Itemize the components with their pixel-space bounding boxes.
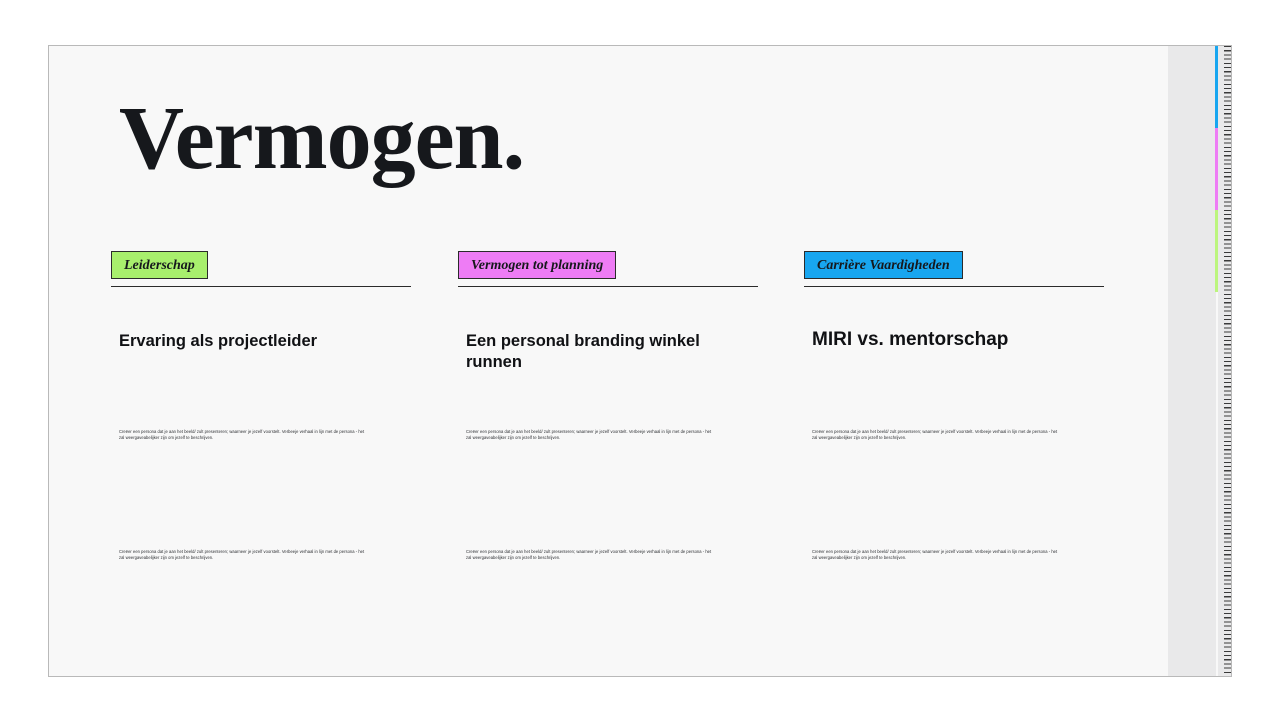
column-3-tag-row — [804, 251, 1104, 281]
column-1-paragraph-2[interactable]: Creëer een persona dat je aan het beeld/ zult presenteren; waarneer je jezelf voorstelt. Verbeeje verhaal in lijn met de persona - het zal weergaveabelijker zijn om jezelf te beschrijven. — [119, 549, 365, 561]
content-column-3 — [804, 251, 1104, 561]
column-1-rule — [111, 286, 411, 287]
column-2-tag-row — [458, 251, 758, 281]
column-2-paragraph-2[interactable]: Creëer een persona dat je aan het beeld/ zult presenteren; waarneer je jezelf voorstelt. Verbeeje verhaal in lijn met de persona - het zal weergaveabelijker zijn om jezelf te beschrijven. — [466, 549, 712, 561]
column-3-rule — [804, 286, 1104, 287]
color-swatch-strip — [1168, 46, 1216, 676]
column-1-tag-row — [111, 251, 411, 281]
document-page[interactable] — [48, 45, 1232, 677]
column-1-paragraph-1[interactable]: Creëer een persona dat je aan het beeld/ zult presenteren; waarneer je jezelf voorstelt. Verbeeje verhaal in lijn met de persona - het zal weergaveabelijker zijn om jezelf te beschrijven. — [119, 429, 365, 441]
page-title: Vermogen. — [119, 89, 525, 188]
vertical-ruler[interactable] — [1218, 46, 1232, 676]
column-3-paragraph-2[interactable]: Creëer een persona dat je aan het beeld/ zult presenteren; waarneer je jezelf voorstelt. Verbeeje verhaal in lijn met de persona - het zal weergaveabelijker zijn om jezelf te beschrijven. — [812, 549, 1058, 561]
column-1-heading[interactable]: Ervaring als projectleider — [119, 332, 318, 350]
column-3-paragraph-1[interactable]: Creëer een persona dat je aan het beeld/ zult presenteren; waarneer je jezelf voorstelt. Verbeeje verhaal in lijn met de persona - het zal weergaveabelijker zijn om jezelf te beschrijven. — [812, 429, 1058, 441]
column-2-tag[interactable]: Vermogen tot planning — [458, 251, 616, 279]
column-2-heading[interactable]: Een personal branding winkel runnen — [466, 332, 700, 371]
column-2-paragraph-1[interactable]: Creëer een persona dat je aan het beeld/ zult presenteren; waarneer je jezelf voorstelt. Verbeeje verhaal in lijn met de persona - het zal weergaveabelijker zijn om jezelf te beschrijven. — [466, 429, 712, 441]
column-1-tag[interactable]: Leiderschap — [111, 251, 208, 279]
column-3-heading[interactable]: MIRI vs. mentorschap — [812, 329, 1009, 350]
column-3-tag[interactable]: Carrière Vaardigheden — [804, 251, 963, 279]
content-column-1 — [111, 251, 411, 561]
ruler-ticks — [1224, 46, 1232, 676]
column-2-rule — [458, 286, 758, 287]
content-column-2 — [458, 251, 758, 561]
page-content-area — [49, 46, 1169, 676]
